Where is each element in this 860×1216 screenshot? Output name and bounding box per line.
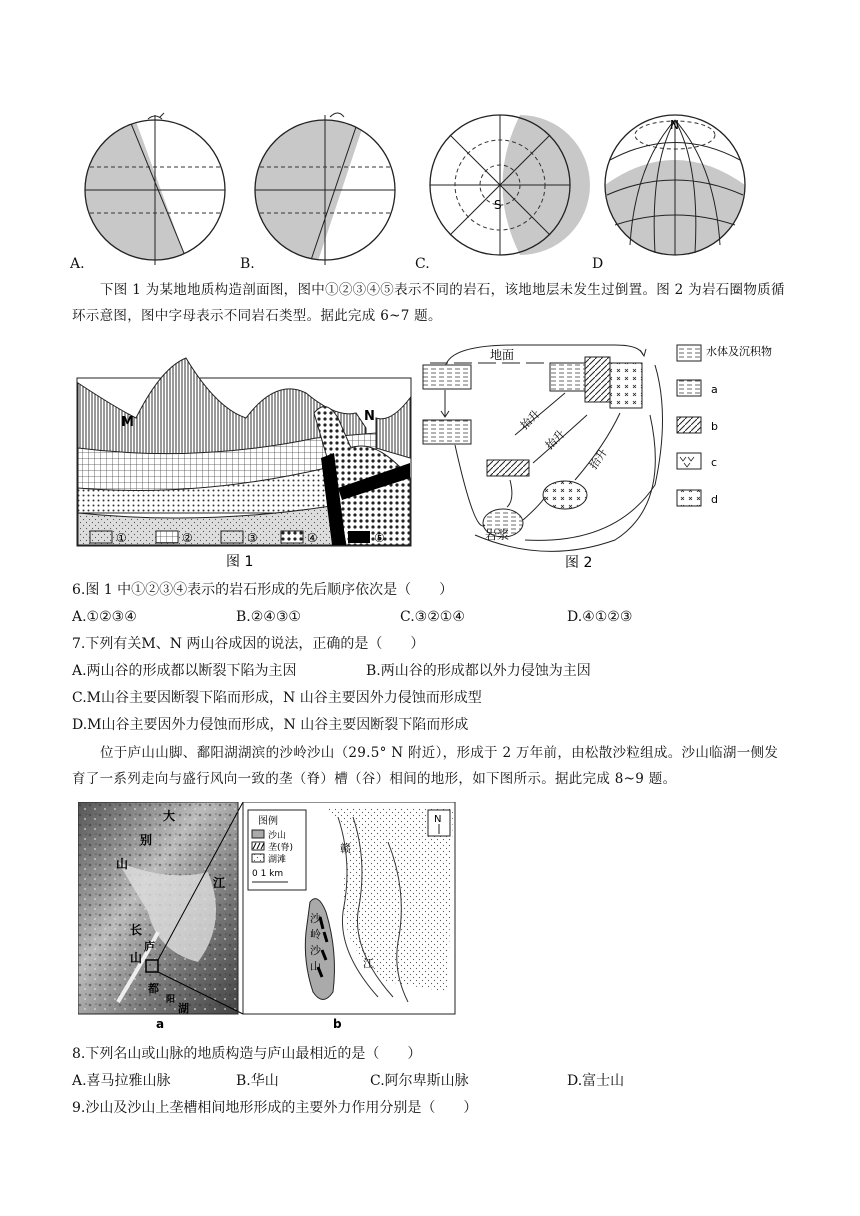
svg-text:山: 山 [116, 857, 129, 871]
map-b-caption: b [333, 1017, 342, 1030]
globe-label-c: C. [415, 256, 430, 272]
svg-text:赣: 赣 [340, 842, 351, 855]
question-8-stem: 8.下列名山或山脉的地质构造与庐山最相近的是（ ） [72, 1046, 422, 1062]
intro-paragraph-8-9: 位于庐山山脚、鄱阳湖湖滨的沙岭沙山（29.5° N 附近），形成于 2 万年前，由松散沙粒组成。沙山临湖一侧发育了一系列走向与盛行风向一致的垄（脊）槽（谷）相间的地形，如下图所示。据此完成 8~9 题。 [72, 745, 779, 787]
figure-2-caption: 图 2 [565, 555, 593, 571]
q8-option-b[interactable]: B.华山 [236, 1073, 279, 1089]
q6-option-a[interactable]: A.①②③④ [72, 609, 137, 625]
svg-text:江: 江 [363, 957, 374, 970]
map-b-sand-ridge [238, 802, 458, 1030]
north-arrow-label: N [434, 814, 442, 825]
globe-d [605, 115, 745, 255]
valley-m-label: M [121, 415, 134, 430]
map-a-satellite [78, 802, 248, 1030]
svg-text:②: ② [182, 531, 193, 545]
question-7-stem: 7.下列有关M、N 两山谷成因的说法，正确的是（ ） [72, 636, 425, 652]
q7-option-d[interactable]: D.M山谷主要因外力侵蚀而形成，N 山谷主要因断裂下陷而形成 [72, 717, 469, 733]
svg-text:大: 大 [163, 809, 176, 823]
svg-text:沙: 沙 [310, 944, 321, 957]
valley-n-label: N [364, 409, 375, 424]
magma-label: 岩浆 [485, 528, 510, 542]
figure-1-geologic-section [76, 338, 416, 573]
q6-option-d[interactable]: D.④①②③ [567, 609, 633, 625]
uplift-label: 抬升 [542, 427, 568, 453]
svg-text:岭: 岭 [310, 928, 321, 941]
globe-label-b: B. [240, 256, 255, 272]
globe-b [240, 105, 395, 270]
svg-text:庐: 庐 [144, 940, 155, 953]
ground-label: 地面 [490, 348, 515, 362]
svg-text:湖滩: 湖滩 [268, 855, 287, 865]
figure-2-rock-cycle [415, 335, 790, 575]
svg-text:长: 长 [130, 923, 143, 937]
svg-text:①: ① [116, 531, 127, 545]
globe-c [430, 115, 590, 255]
q7-option-a[interactable]: A.两山谷的形成都以断裂下陷为主因 [72, 663, 297, 679]
svg-text:别: 别 [140, 833, 153, 847]
svg-text:④: ④ [307, 531, 318, 545]
svg-text:d: d [711, 493, 718, 506]
svg-text:b: b [711, 420, 718, 433]
svg-text:③: ③ [247, 531, 258, 545]
globe-label-d: D [592, 256, 604, 272]
scale-bar-label: 0 1 km [252, 869, 284, 879]
svg-text:江: 江 [213, 876, 226, 890]
svg-text:水体及沉积物: 水体及沉积物 [706, 345, 772, 358]
intro-paragraph-6-7: 下图 1 为某地地质构造剖面图，图中①②③④⑤表示不同的岩石，该地地层未发生过倒置。图 2 为岩石圈物质循环示意图，图中字母表示不同岩石类型。据此完成 6~7 题。 [72, 282, 785, 324]
svg-text:垄(脊): 垄(脊) [268, 843, 294, 853]
q6-option-b[interactable]: B.②④③① [236, 609, 301, 625]
svg-text:阳: 阳 [166, 995, 176, 1005]
svg-text:沙: 沙 [310, 912, 321, 925]
globe-a [70, 105, 225, 270]
q8-option-a[interactable]: A.喜马拉雅山脉 [72, 1073, 171, 1089]
q7-option-c[interactable]: C.M山谷主要因断裂下陷而形成，N 山谷主要因外力侵蚀而形成型 [72, 690, 482, 706]
question-6-stem: 6.图 1 中①②③④表示的岩石形成的先后顺序依次是（ ） [72, 582, 454, 598]
q7-option-b[interactable]: B.两山谷的形成都以外力侵蚀为主因 [366, 663, 591, 679]
figure-2-legend [677, 344, 772, 506]
question-9-stem: 9.沙山及沙山上垄槽相间地形形成的主要外力作用分别是（ ） [72, 1100, 478, 1116]
q8-option-d[interactable]: D.富士山 [567, 1073, 625, 1089]
pole-n-label: N [670, 118, 679, 132]
uplift-label: 抬升 [586, 446, 611, 472]
map-b-legend-title: 图例 [258, 816, 278, 827]
q6-option-c[interactable]: C.③②①④ [400, 609, 465, 625]
svg-text:湖: 湖 [178, 1002, 189, 1015]
svg-text:⑤: ⑤ [374, 531, 385, 545]
svg-text:a: a [711, 383, 718, 396]
map-a-caption: a [156, 1017, 165, 1030]
svg-text:山: 山 [310, 960, 321, 973]
pole-s-label: S [494, 198, 502, 212]
globe-label-a: A. [70, 256, 85, 272]
svg-text:沙山: 沙山 [268, 831, 287, 841]
q8-option-c[interactable]: C.阿尔卑斯山脉 [370, 1073, 469, 1089]
figure-1-caption: 图 1 [226, 554, 254, 570]
svg-text:山: 山 [130, 951, 143, 965]
svg-text:都: 都 [148, 982, 159, 995]
svg-text:c: c [711, 456, 718, 469]
globe-figures [70, 105, 790, 270]
uplift-label: 抬升 [517, 407, 543, 433]
